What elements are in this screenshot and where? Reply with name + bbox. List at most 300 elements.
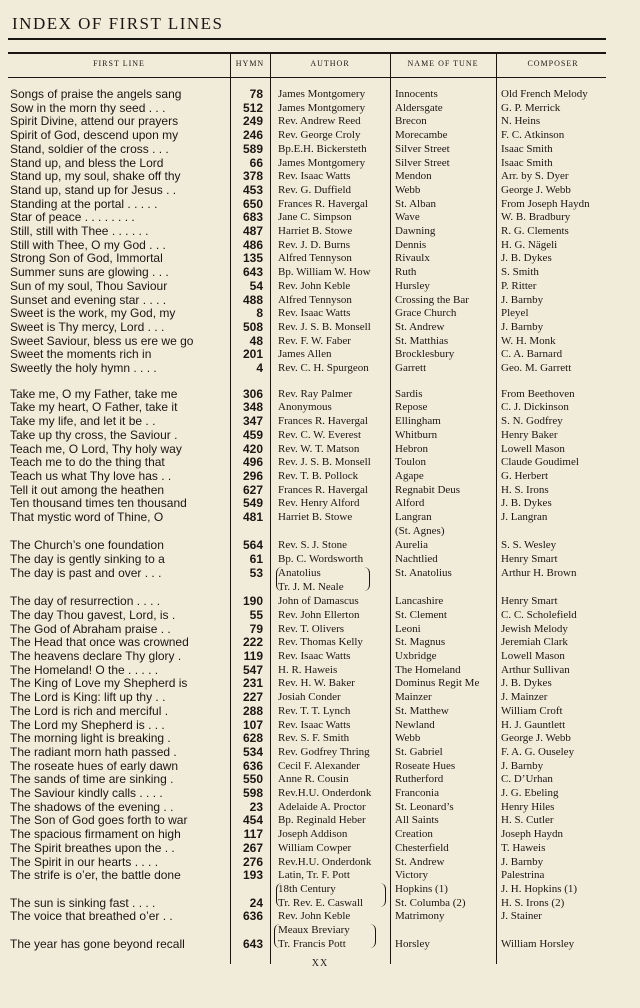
tune-cell: Newland bbox=[395, 718, 435, 731]
table-row bbox=[0, 676, 640, 690]
composer-cell: W. B. Bradbury bbox=[501, 211, 571, 224]
first-line-cell: The Saviour kindly calls . . . . bbox=[10, 786, 163, 800]
first-line-cell: The day of resurrection . . . . bbox=[10, 594, 161, 609]
hymn-number-cell: 231 bbox=[242, 676, 263, 691]
author-cell: Rev. J. S. B. Monsell bbox=[278, 320, 371, 333]
hymn-number-cell: 55 bbox=[249, 607, 263, 622]
first-line-cell: Sunset and evening star . . . . bbox=[10, 292, 167, 307]
header-top-rule bbox=[8, 52, 606, 54]
composer-cell: Arr. by S. Dyer bbox=[501, 170, 569, 183]
tune-cell: Ruth bbox=[395, 266, 417, 279]
first-line-cell: Take my life, and let it be . . bbox=[10, 414, 156, 429]
table-row bbox=[0, 142, 640, 156]
tune-cell: St. Leonard’s bbox=[395, 800, 454, 813]
composer-cell: Pleyel bbox=[501, 307, 529, 320]
first-line-cell: Songs of praise the angels sang bbox=[10, 87, 182, 101]
author-cell: Rev. Thomas Kelly bbox=[278, 636, 363, 649]
composer-cell: J. B. Dykes bbox=[501, 677, 552, 690]
first-line-cell: The Head that once was crowned bbox=[10, 635, 189, 650]
tune-cell: Silver Street bbox=[395, 156, 450, 169]
composer-cell: Isaac Smith bbox=[501, 142, 553, 155]
composer-cell: Jewish Melody bbox=[501, 622, 568, 635]
table-row bbox=[0, 87, 640, 101]
hymn-number-cell: 54 bbox=[249, 278, 263, 293]
table-row bbox=[0, 868, 640, 882]
first-line-cell: Still with Thee, O my God . . . bbox=[10, 237, 166, 252]
tune-cell: Creation bbox=[395, 828, 433, 841]
hymn-number-cell: 222 bbox=[242, 635, 263, 650]
author-cell: Rev. Isaac Watts bbox=[278, 718, 351, 731]
author-cell: Rev. F. W. Faber bbox=[278, 334, 351, 347]
tune-cell: Rutherford bbox=[395, 773, 444, 786]
hymn-number-cell: 347 bbox=[242, 414, 263, 429]
hymn-number-cell: 276 bbox=[242, 854, 263, 869]
composer-cell: From Joseph Haydn bbox=[501, 197, 590, 210]
table-row bbox=[0, 800, 640, 814]
title-rule bbox=[8, 38, 606, 40]
author-cell: Harriet B. Stowe bbox=[278, 511, 353, 523]
hymn-number-cell: 549 bbox=[242, 496, 263, 511]
tune-cell: Aldersgate bbox=[395, 101, 443, 114]
author-cell: John of Damascus bbox=[278, 595, 359, 608]
table-row bbox=[0, 169, 640, 183]
tune-cell: The Homeland bbox=[395, 663, 461, 676]
composer-cell: J. H. Hopkins (1) bbox=[501, 882, 578, 895]
hymn-number-cell: 508 bbox=[242, 319, 263, 334]
table-row bbox=[0, 320, 640, 334]
first-line-cell: Sweet is Thy mercy, Lord . . . bbox=[10, 319, 165, 334]
author-cell: Rev. John Ellerton bbox=[278, 608, 360, 621]
table-row bbox=[0, 293, 640, 307]
author-cell: James Montgomery bbox=[278, 156, 366, 169]
composer-cell: J. Mainzer bbox=[501, 691, 548, 704]
tune-cell: Sardis bbox=[395, 387, 423, 400]
page-title: INDEX OF FIRST LINES bbox=[12, 14, 224, 33]
author-cell: William Cowper bbox=[278, 841, 352, 854]
tune-cell: Mendon bbox=[395, 170, 432, 183]
tune-cell: Hopkins (1) bbox=[395, 882, 448, 895]
composer-cell: S. N. Godfrey bbox=[501, 415, 563, 428]
first-line-cell: The heavens declare Thy glory . bbox=[10, 649, 182, 663]
hymn-number-cell: 306 bbox=[242, 386, 263, 401]
table-row bbox=[0, 538, 640, 552]
hymn-number-cell: 227 bbox=[242, 690, 263, 705]
table-row bbox=[0, 718, 640, 732]
table-row bbox=[0, 197, 640, 211]
first-line-cell: The roseate hues of early dawn bbox=[10, 758, 179, 773]
first-line-cell: The radiant morn hath passed . bbox=[10, 744, 177, 759]
author-cell: Rev. S. F. Smith bbox=[278, 732, 350, 745]
first-line-cell: Take up thy cross, the Saviour . bbox=[10, 427, 178, 442]
tune-cell: (St. Agnes) bbox=[395, 524, 445, 537]
author-cell: James Montgomery bbox=[278, 88, 366, 100]
tune-cell: Wave bbox=[395, 211, 420, 224]
first-line-cell: The Spirit in our hearts . . . . bbox=[10, 854, 159, 869]
tune-cell: Lancashire bbox=[395, 595, 444, 608]
hymn-number-cell: 589 bbox=[242, 141, 263, 156]
hymn-number-cell: 512 bbox=[242, 100, 263, 115]
tune-cell: St. Magnus bbox=[395, 636, 446, 649]
table-row bbox=[0, 347, 640, 361]
table-row bbox=[0, 265, 640, 279]
hymn-number-cell: 61 bbox=[249, 552, 263, 567]
hymn-number-cell: 378 bbox=[242, 169, 263, 184]
hymn-number-cell: 459 bbox=[242, 427, 263, 442]
tune-cell: Silver Street bbox=[395, 142, 450, 155]
first-line-cell: Stand, soldier of the cross . . . bbox=[10, 141, 169, 156]
tune-cell: Agape bbox=[395, 469, 424, 482]
author-cell: Rev. G. Duffield bbox=[278, 183, 352, 196]
first-line-cell: Spirit of God, descend upon my bbox=[10, 128, 179, 143]
author-cell: Rev. Isaac Watts bbox=[278, 170, 351, 183]
author-cell: Anonymous bbox=[278, 401, 332, 414]
table-row bbox=[0, 759, 640, 773]
composer-cell: Geo. M. Garrett bbox=[501, 362, 572, 374]
first-line-cell: Star of peace . . . . . . . . bbox=[10, 210, 135, 225]
first-line-cell: Teach me, O Lord, Thy holy way bbox=[10, 441, 182, 456]
first-line-cell: The Homeland! O the . . . . . bbox=[10, 662, 159, 677]
first-line-cell: Take me, O my Father, take me bbox=[10, 386, 178, 401]
first-line-cell: The voice that breathed o’er . . bbox=[10, 909, 173, 924]
composer-cell: George J. Webb bbox=[501, 732, 571, 745]
hymn-number-cell: 201 bbox=[242, 347, 263, 362]
page-number: XX bbox=[311, 958, 329, 969]
hymn-number-cell: 534 bbox=[242, 744, 263, 759]
hymn-number-cell: 496 bbox=[242, 455, 263, 470]
author-cell: 18th Century bbox=[278, 882, 336, 895]
composer-cell: H. J. Gauntlett bbox=[501, 718, 566, 731]
composer-cell: Old French Melody bbox=[501, 88, 588, 100]
hymn-number-cell: 683 bbox=[242, 210, 263, 225]
author-cell: Rev. C. H. Spurgeon bbox=[278, 362, 369, 374]
tune-cell: Dawning bbox=[395, 225, 436, 237]
composer-cell: G. Herbert bbox=[501, 469, 549, 482]
composer-cell: F. A. G. Ouseley bbox=[501, 745, 575, 758]
author-cell: Bp.E.H. Bickersteth bbox=[278, 142, 367, 155]
composer-cell: J. Barnby bbox=[501, 320, 544, 333]
table-row bbox=[0, 731, 640, 745]
author-cell: Rev. George Croly bbox=[278, 129, 361, 142]
author-cell: Rev. J. D. Burns bbox=[278, 238, 351, 251]
table-row bbox=[0, 183, 640, 197]
first-line-cell: Summer suns are glowing . . . bbox=[10, 265, 169, 280]
tune-cell: Morecambe bbox=[395, 129, 448, 142]
tune-cell: Hebron bbox=[395, 442, 428, 455]
hymn-number-cell: 547 bbox=[242, 662, 263, 677]
hymn-number-cell: 107 bbox=[242, 717, 263, 732]
table-row bbox=[0, 128, 640, 142]
tune-cell: St. Andrew bbox=[395, 855, 445, 868]
hymn-number-cell: 636 bbox=[242, 758, 263, 773]
composer-cell: W. H. Monk bbox=[501, 334, 556, 347]
table-row bbox=[0, 251, 640, 265]
table-row bbox=[0, 455, 640, 469]
hymn-number-cell: 79 bbox=[249, 621, 263, 636]
table-row bbox=[0, 813, 640, 827]
author-cell: Rev. C. W. Everest bbox=[278, 428, 361, 441]
hymn-number-cell: 454 bbox=[242, 813, 263, 828]
first-line-cell: Teach me to do the thing that bbox=[10, 455, 165, 470]
hymn-number-cell: 650 bbox=[242, 196, 263, 211]
tune-cell: Brocklesbury bbox=[395, 348, 455, 361]
hymn-number-cell: 487 bbox=[242, 224, 263, 238]
author-cell: Rev. Ray Palmer bbox=[278, 387, 353, 400]
hymn-number-cell: 481 bbox=[242, 510, 263, 524]
author-cell: Rev.H.U. Onderdonk bbox=[278, 787, 372, 799]
first-line-cell: Strong Son of God, Immortal bbox=[10, 251, 163, 266]
hymn-number-cell: 246 bbox=[242, 128, 263, 143]
composer-cell: J. Langran bbox=[501, 511, 548, 523]
hymn-number-cell: 420 bbox=[242, 441, 263, 456]
composer-cell: From Beethoven bbox=[501, 387, 575, 400]
author-cell: Rev. Andrew Reed bbox=[278, 115, 361, 128]
table-row bbox=[0, 855, 640, 869]
first-line-cell: Still, still with Thee . . . . . . bbox=[10, 224, 149, 238]
author-bracket bbox=[276, 567, 370, 591]
hymn-number-cell: 193 bbox=[242, 868, 263, 883]
author-cell: Josiah Conder bbox=[278, 691, 341, 704]
hymn-number-cell: 296 bbox=[242, 468, 263, 483]
first-line-cell: Stand up, my soul, shake off thy bbox=[10, 169, 181, 184]
hymn-number-cell: 643 bbox=[242, 936, 263, 951]
table-row bbox=[0, 663, 640, 677]
table-row bbox=[0, 622, 640, 636]
hymn-number-cell: 190 bbox=[242, 594, 263, 609]
table-row bbox=[0, 306, 640, 320]
author-cell: Tr. Francis Pott bbox=[278, 937, 346, 950]
composer-cell: Joseph Haydn bbox=[501, 828, 564, 841]
first-line-cell: Ten thousand times ten thousand bbox=[10, 496, 187, 511]
first-line-cell: The shadows of the evening . . bbox=[10, 799, 174, 814]
composer-cell: William Croft bbox=[501, 704, 563, 717]
author-bracket bbox=[276, 883, 386, 907]
author-cell: Frances R. Havergal bbox=[278, 197, 368, 210]
hymn-number-cell: 249 bbox=[242, 114, 263, 129]
table-row bbox=[0, 428, 640, 442]
tune-cell: Matrimony bbox=[395, 910, 445, 923]
author-cell: Tr. J. M. Neale bbox=[278, 580, 344, 593]
tune-cell: Victory bbox=[395, 869, 428, 882]
author-cell: James Montgomery bbox=[278, 101, 366, 114]
composer-cell: H. G. Nägeli bbox=[501, 238, 558, 251]
table-row bbox=[0, 469, 640, 483]
composer-cell: J. Barnby bbox=[501, 293, 544, 306]
header-composer: COMPOSER bbox=[527, 59, 579, 68]
composer-cell: Arthur Sullivan bbox=[501, 663, 570, 676]
tune-cell: St. Matthias bbox=[395, 334, 449, 347]
author-cell: Bp. Reginald Heber bbox=[278, 814, 366, 827]
author-cell: H. R. Haweis bbox=[278, 663, 338, 676]
composer-cell: J. B. Dykes bbox=[501, 252, 552, 265]
first-line-cell: Stand up, and bless the Lord bbox=[10, 155, 164, 170]
first-line-cell: The year has gone beyond recall bbox=[10, 936, 185, 951]
header-first-line: FIRST LINE bbox=[93, 59, 145, 68]
composer-cell: J. Barnby bbox=[501, 759, 544, 772]
author-cell: Rev. H. W. Baker bbox=[278, 677, 355, 690]
author-cell: Rev. Godfrey Thring bbox=[278, 745, 370, 758]
author-cell: Rev. T. Olivers bbox=[278, 622, 345, 635]
table-row bbox=[0, 101, 640, 115]
tune-cell: Langran bbox=[395, 511, 432, 523]
table-row bbox=[0, 510, 640, 524]
author-cell: Rev. T. B. Pollock bbox=[278, 469, 359, 482]
tune-cell: Crossing the Bar bbox=[395, 293, 469, 306]
composer-cell: Isaac Smith bbox=[501, 156, 553, 169]
author-cell: Rev. Henry Alford bbox=[278, 497, 360, 510]
tune-cell: Regnabit Deus bbox=[395, 483, 461, 496]
table-row bbox=[0, 387, 640, 401]
hymn-number-cell: 48 bbox=[249, 333, 263, 348]
hymn-number-cell: 24 bbox=[249, 895, 263, 910]
tune-cell: Webb bbox=[395, 183, 421, 196]
table-row bbox=[0, 114, 640, 128]
tune-cell: Garrett bbox=[395, 362, 427, 374]
first-line-cell: The spacious firmament on high bbox=[10, 827, 181, 842]
hymn-number-cell: 78 bbox=[249, 87, 263, 101]
table-row bbox=[0, 400, 640, 414]
table-row bbox=[0, 841, 640, 855]
author-cell: Cecil F. Alexander bbox=[278, 759, 360, 772]
tune-cell: Roseate Hues bbox=[395, 759, 456, 772]
tune-cell: St. Gabriel bbox=[395, 745, 443, 758]
table-row bbox=[0, 909, 640, 923]
author-cell: Rev. John Keble bbox=[278, 910, 351, 923]
tune-cell: All Saints bbox=[395, 814, 439, 827]
hymn-number-cell: 288 bbox=[242, 703, 263, 718]
tune-cell: Rivaulx bbox=[395, 252, 430, 265]
hymn-number-cell: 66 bbox=[249, 155, 263, 170]
tune-cell: Grace Church bbox=[395, 307, 457, 320]
hymn-number-cell: 643 bbox=[242, 265, 263, 280]
table-row bbox=[0, 594, 640, 608]
hymn-number-cell: 628 bbox=[242, 731, 263, 746]
composer-cell: J. Barnby bbox=[501, 855, 544, 868]
table-row bbox=[0, 496, 640, 510]
tune-cell: Franconia bbox=[395, 787, 439, 799]
hymn-number-cell: 23 bbox=[249, 799, 263, 814]
tune-cell: St. Andrew bbox=[395, 320, 445, 333]
hymn-number-cell: 8 bbox=[256, 306, 263, 321]
table-row bbox=[0, 608, 640, 622]
table-row bbox=[0, 827, 640, 841]
table-row bbox=[0, 156, 640, 170]
author-cell: Frances R. Havergal bbox=[278, 483, 368, 496]
first-line-cell: The King of Love my Shepherd is bbox=[10, 676, 188, 691]
tune-cell: Aurelia bbox=[395, 539, 428, 552]
header-hymn: HYMN bbox=[235, 59, 265, 68]
author-cell: Rev.H.U. Onderdonk bbox=[278, 855, 372, 868]
hymn-number-cell: 488 bbox=[242, 292, 263, 307]
hymn-number-cell: 453 bbox=[242, 182, 263, 197]
tune-cell: Chesterfield bbox=[395, 841, 449, 854]
tune-cell: Webb bbox=[395, 732, 421, 745]
table-row bbox=[0, 690, 640, 704]
table-row bbox=[0, 704, 640, 718]
tune-cell: Hursley bbox=[395, 279, 430, 292]
author-cell: Adelaide A. Proctor bbox=[278, 800, 366, 813]
composer-cell: H. S. Irons (2) bbox=[501, 896, 565, 909]
composer-cell: C. A. Barnard bbox=[501, 348, 563, 361]
table-row bbox=[0, 279, 640, 293]
composer-cell: R. G. Clements bbox=[501, 225, 569, 237]
composer-cell: C. J. Dickinson bbox=[501, 401, 569, 414]
author-cell: Rev. Isaac Watts bbox=[278, 650, 351, 662]
hymn-number-cell: 550 bbox=[242, 772, 263, 787]
first-line-cell: That mystic word of Thine, O bbox=[10, 510, 164, 524]
first-line-cell: The sun is sinking fast . . . . bbox=[10, 895, 156, 910]
first-line-cell: The Lord is rich and merciful . bbox=[10, 703, 169, 718]
author-cell: Rev. T. T. Lynch bbox=[278, 704, 351, 717]
table-row bbox=[0, 334, 640, 348]
author-cell: Latin, Tr. F. Pott bbox=[278, 869, 350, 882]
tune-cell: St. Columba (2) bbox=[395, 896, 466, 909]
composer-cell: H. S. Irons bbox=[501, 483, 549, 496]
composer-cell: Jeremiah Clark bbox=[501, 636, 568, 649]
first-line-cell: Teach us what Thy love has . . bbox=[10, 468, 172, 483]
first-line-cell: Tell it out among the heathen bbox=[10, 482, 165, 497]
composer-cell: Lowell Mason bbox=[501, 442, 565, 455]
author-cell: Alfred Tennyson bbox=[278, 293, 352, 306]
first-line-cell: The Lord is King: lift up thy . . bbox=[10, 690, 166, 705]
composer-cell: F. C. Atkinson bbox=[501, 129, 565, 142]
first-line-cell: The morning light is breaking . bbox=[10, 731, 171, 746]
tune-cell: Alford bbox=[395, 497, 425, 510]
hymn-number-cell: 119 bbox=[243, 649, 263, 663]
table-row bbox=[0, 649, 640, 663]
tune-cell: Innocents bbox=[395, 88, 438, 100]
author-bracket bbox=[274, 924, 376, 948]
author-cell: Anne R. Cousin bbox=[278, 773, 349, 786]
tune-cell: Ellingham bbox=[395, 415, 441, 428]
author-cell: Rev. S. J. Stone bbox=[278, 539, 347, 552]
tune-cell: Mainzer bbox=[395, 691, 432, 704]
tune-cell: Dominus Regit Me bbox=[395, 677, 480, 690]
hymn-number-cell: 348 bbox=[242, 400, 263, 415]
first-line-cell: Sweetly the holy hymn . . . . bbox=[10, 361, 157, 375]
composer-cell: Claude Goudimel bbox=[501, 456, 579, 469]
author-cell: Tr. Rev. E. Caswall bbox=[278, 896, 364, 909]
tune-cell: St. Clement bbox=[395, 608, 447, 621]
first-line-cell: Sweet Saviour, bless us ere we go bbox=[10, 333, 194, 348]
author-cell: Anatolius bbox=[278, 566, 321, 579]
table-row bbox=[0, 635, 640, 649]
first-line-cell: Take my heart, O Father, take it bbox=[10, 400, 178, 415]
author-cell: James Allen bbox=[278, 348, 332, 361]
first-line-cell: Sow in the morn thy seed . . . bbox=[10, 100, 166, 115]
table-row bbox=[0, 238, 640, 252]
composer-cell: S. Smith bbox=[501, 266, 539, 279]
first-line-cell: Spirit Divine, attend our prayers bbox=[10, 114, 179, 129]
table-row bbox=[0, 786, 640, 800]
first-line-cell: The strife is o’er, the battle done bbox=[10, 868, 181, 883]
header-author: AUTHOR bbox=[310, 59, 350, 68]
table-row bbox=[0, 745, 640, 759]
composer-cell: Henry Hiles bbox=[501, 800, 555, 813]
composer-cell: C. D’Urhan bbox=[501, 773, 553, 786]
first-line-cell: The day is past and over . . . bbox=[10, 565, 162, 580]
author-cell: Rev. W. T. Matson bbox=[278, 442, 360, 455]
composer-cell: N. Heins bbox=[501, 115, 541, 128]
composer-cell: C. C. Scholefield bbox=[501, 608, 577, 621]
author-cell: Alfred Tennyson bbox=[278, 252, 352, 265]
first-line-cell: The day is gently sinking to a bbox=[10, 552, 165, 567]
first-line-cell: The Spirit breathes upon the . . bbox=[10, 840, 175, 855]
author-cell: Bp. William W. How bbox=[278, 266, 371, 279]
tune-cell: St. Alban bbox=[395, 197, 436, 210]
table-row bbox=[0, 361, 640, 375]
header-bottom-rule bbox=[8, 77, 606, 78]
tune-cell: Brecon bbox=[395, 115, 427, 128]
